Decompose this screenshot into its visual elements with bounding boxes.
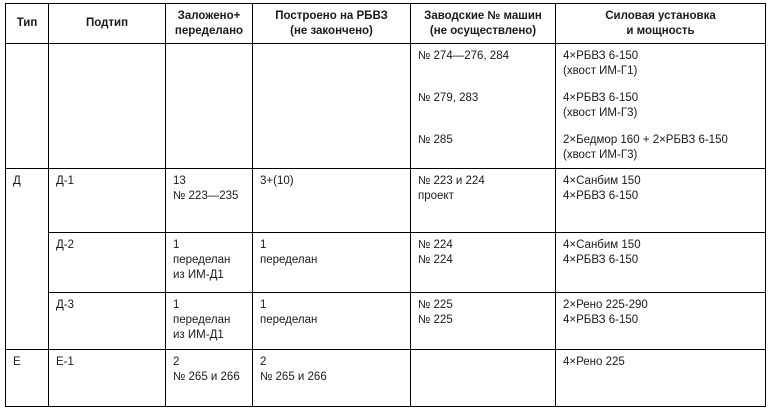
table-row: [6, 293, 766, 350]
table-cell-subtype: [49, 233, 166, 293]
cell-text-group: [260, 238, 403, 268]
table-cell-factory: [411, 44, 556, 169]
cell-text-group: [13, 174, 41, 189]
header-row: [6, 4, 766, 44]
cell-line: 1: [260, 299, 267, 311]
column-header-line: Построено на РБВЗ: [275, 9, 388, 22]
cell-line: № 265 и 266: [173, 371, 240, 383]
cell-text-group: [563, 355, 758, 370]
table-cell-factory: [411, 293, 556, 350]
table-header: [6, 4, 766, 44]
table-cell-type: [6, 44, 49, 169]
table-cell-built: [253, 44, 411, 169]
column-header-line: (не осуществлено): [429, 24, 537, 37]
table-cell-factory: [411, 233, 556, 293]
cell-line: 4×Рено 225: [563, 356, 625, 368]
cell-text-group: [563, 49, 758, 91]
cell-line: 13: [173, 175, 186, 187]
table-cell-subtype: [49, 169, 166, 233]
cell-line: № 225: [418, 314, 453, 326]
cell-text-group: [563, 133, 758, 163]
cell-line: (хвост ИМ-Г1): [563, 65, 638, 77]
column-header-line: Заводские № машин: [424, 9, 542, 22]
cell-line: Е-1: [56, 356, 74, 368]
column-header-power: [556, 4, 766, 44]
table-cell-built: [253, 350, 411, 407]
table-body: [6, 44, 766, 407]
table-cell-built: [253, 293, 411, 350]
cell-line: 4×РБВЗ 6-150: [563, 314, 639, 326]
table-row: [6, 233, 766, 293]
cell-line: № 223 и 224: [418, 175, 485, 187]
cell-text-group: [563, 91, 758, 133]
cell-line: 3+(10): [260, 175, 294, 187]
table-cell-subtype: [49, 44, 166, 169]
cell-line: 2×Бедмор 160 + 2×РБВЗ 6-150: [563, 134, 728, 146]
cell-line: 4×Санбим 150: [563, 239, 641, 251]
column-header-factory: [411, 4, 556, 44]
table-cell-laid: [166, 169, 253, 233]
column-header-subtype: [49, 4, 166, 44]
cell-text-group: [173, 355, 245, 385]
cell-line: 2×Рено 225-290: [563, 299, 648, 311]
cell-line: переделан: [173, 254, 231, 266]
column-header-line: Заложено+: [177, 9, 241, 22]
cell-line: из ИМ-Д1: [173, 329, 224, 341]
table-cell-subtype: [49, 293, 166, 350]
cell-text-group: [260, 355, 403, 385]
column-header-line: Тип: [16, 17, 38, 29]
column-header-laid: [166, 4, 253, 44]
column-header-type: [6, 4, 49, 44]
cell-text-group: [418, 133, 548, 148]
cell-text-group: [173, 298, 245, 343]
table-cell-type: [6, 350, 49, 407]
cell-text-group: [173, 238, 245, 283]
cell-text-group: [260, 174, 403, 189]
cell-line: 1: [260, 239, 267, 251]
cell-text-group: [260, 298, 403, 328]
cell-line: 4×РБВЗ 6-150: [563, 254, 639, 266]
cell-line: переделан: [260, 314, 318, 326]
table-cell-factory: [411, 350, 556, 407]
table-row: [6, 350, 766, 407]
column-header-built: [253, 4, 411, 44]
cell-line: 2: [260, 356, 267, 368]
table-cell-power: [556, 350, 766, 407]
cell-text-group: [56, 174, 158, 189]
cell-text-group: [56, 298, 158, 313]
table-cell-laid: [166, 350, 253, 407]
cell-line: Д-1: [56, 175, 75, 187]
cell-text-group: [418, 91, 548, 133]
cell-text-group: [173, 174, 245, 204]
table-row: [6, 169, 766, 233]
cell-text-group: [56, 355, 158, 370]
cell-line: Д-2: [56, 239, 75, 251]
cell-line: № 223—235: [173, 190, 239, 202]
cell-line: (хвост ИМ-Г3): [563, 107, 638, 119]
cell-line: 2: [173, 356, 180, 368]
table-cell-factory: [411, 169, 556, 233]
cell-text-group: [418, 298, 548, 328]
cell-line: переделан: [173, 314, 231, 326]
column-header-line: переделано: [174, 24, 244, 37]
cell-line: № 279, 283: [418, 92, 479, 104]
cell-line: № 225: [418, 299, 453, 311]
table-cell-laid: [166, 233, 253, 293]
cell-text-group: [13, 355, 41, 370]
table-cell-built: [253, 233, 411, 293]
cell-line: (хвост ИМ-Г3): [563, 149, 638, 161]
column-header-line: Силовая установка: [605, 9, 716, 22]
cell-text-group: [563, 238, 758, 268]
cell-text-group: [418, 238, 548, 268]
table-cell-type: [6, 169, 49, 350]
cell-text-group: [56, 238, 158, 253]
cell-line: 4×РБВЗ 6-150: [563, 190, 639, 202]
cell-line: Д: [13, 175, 21, 187]
cell-line: № 274—276, 284: [418, 50, 509, 62]
cell-line: Е: [13, 356, 21, 368]
cell-line: 1: [173, 299, 180, 311]
table-cell-power: [556, 44, 766, 169]
table-cell-power: [556, 293, 766, 350]
cell-text-group: [418, 174, 548, 204]
cell-line: из ИМ-Д1: [173, 269, 224, 281]
cell-line: 4×РБВЗ 6-150: [563, 92, 639, 104]
table-cell-laid: [166, 293, 253, 350]
cell-line: № 285: [418, 134, 453, 146]
cell-line: проект: [418, 190, 454, 202]
cell-line: переделан: [260, 254, 318, 266]
table-cell-power: [556, 169, 766, 233]
cell-line: № 265 и 266: [260, 371, 327, 383]
cell-line: 4×РБВЗ 6-150: [563, 50, 639, 62]
table-cell-subtype: [49, 350, 166, 407]
cell-line: 1: [173, 239, 180, 251]
cell-text-group: [563, 298, 758, 328]
table-cell-power: [556, 233, 766, 293]
cell-line: № 224: [418, 239, 453, 251]
cell-line: 4×Санбим 150: [563, 175, 641, 187]
table-row: [6, 44, 766, 169]
cell-line: Д-3: [56, 299, 75, 311]
column-header-line: и мощность: [626, 24, 695, 37]
table-cell-built: [253, 169, 411, 233]
column-header-line: (не закончено): [290, 24, 373, 37]
cell-line: № 224: [418, 254, 453, 266]
cell-text-group: [563, 174, 758, 204]
cell-text-group: [418, 49, 548, 91]
aircraft-production-table: [5, 3, 766, 407]
column-header-line: Подтип: [85, 17, 129, 29]
table-cell-laid: [166, 44, 253, 169]
